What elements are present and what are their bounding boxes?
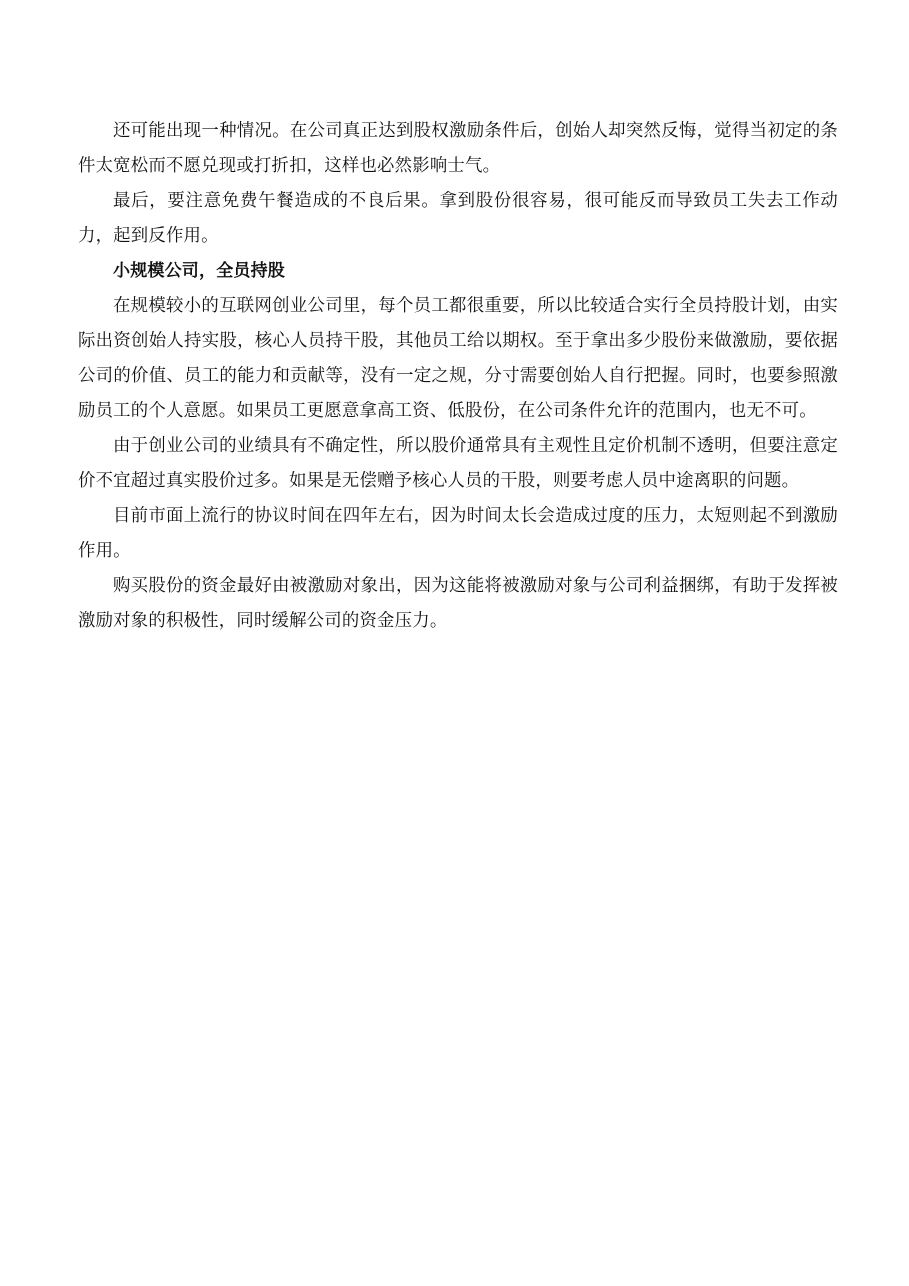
paragraph-free-lunch: 最后，要注意免费午餐造成的不良后果。拿到股份很容易，很可能反而导致员工失去工作动力，起到反作用。 — [78, 191, 838, 246]
paragraph-funding: 购买股份的资金最好由被激励对象出，因为这能将被激励对象与公司利益捆绑，有助于发挥被激励对象的积极性，同时缓解公司的资金压力。 — [78, 576, 838, 631]
paragraph-full-ownership: 在规模较小的互联网创业公司里，每个员工都很重要，所以比较适合实行全员持股计划，由实际出资创始人持实股，核心人员持干股，其他员工给以期权。至于拿出多少股份来做激励，要依据公司的价值、员工的能力和贡献等，没有一定之规，分寸需要创始人自行把握。同时，也要参照激励员工的个人意愿。如果员工更愿意拿高工资、低股份，在公司条件允许的范围内，也无不可。 — [78, 296, 838, 421]
paragraph-pricing: 由于创业公司的业绩具有不确定性，所以股价通常具有主观性且定价机制不透明，但要注意定价不宜超过真实股价过多。如果是无偿赠予核心人员的干股，则要考虑人员中途离职的问题。 — [78, 436, 838, 491]
section-heading: 小规模公司，全员持股 — [113, 261, 285, 281]
paragraph-founder-regret: 还可能出现一种情况。在公司真正达到股权激励条件后，创始人却突然反悔，觉得当初定的条件太宽松而不愿兑现或打折扣，这样也必然影响士气。 — [78, 121, 838, 176]
document-body — [78, 114, 838, 639]
paragraph-agreement-term: 目前市面上流行的协议时间在四年左右，因为时间太长会造成过度的压力，太短则起不到激励作用。 — [78, 506, 838, 561]
